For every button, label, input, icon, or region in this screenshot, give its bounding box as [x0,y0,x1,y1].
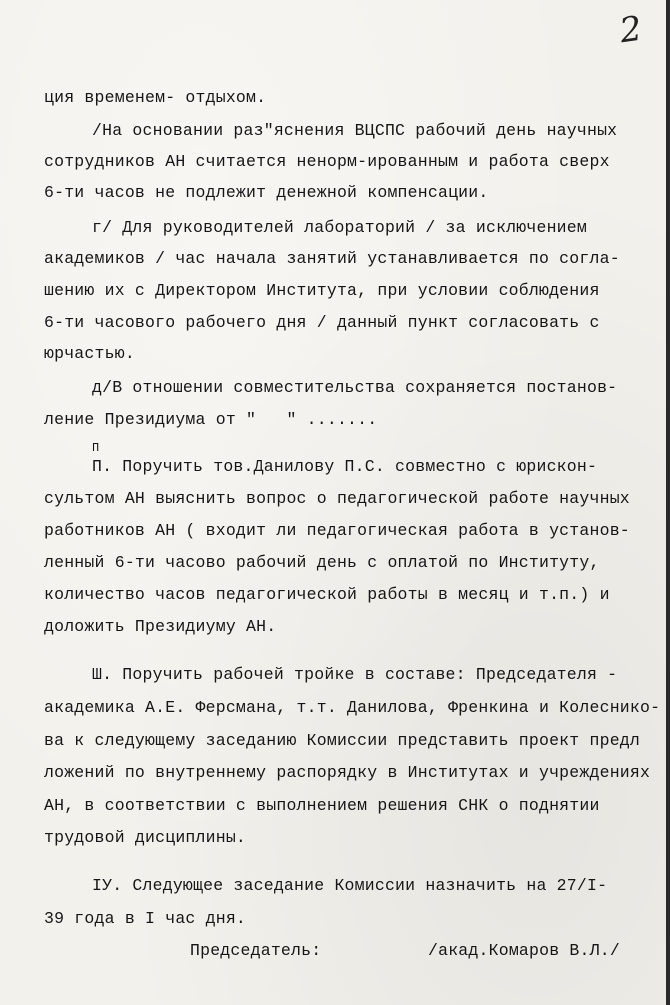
text-line: ление Президиума от " " ....... [44,410,378,429]
text-line: 39 года в I час дня. [44,909,247,928]
text-line: доложить Президиуму АН. [44,617,277,636]
text-line: работников АН ( входит ли педагогическая работа в установ- [44,521,630,540]
text-line: /На основании раз"яснения ВЦСПС рабочий день научных [92,121,618,140]
text-line: шению их с Директором Института, при условии соблюдения [44,281,600,300]
text-line: трудовой дисциплины. [44,828,247,847]
text-line: 6-ти часов не подлежит денежной компенсации. [44,183,489,202]
text-line: П. Поручить тов.Данилову П.С. совместно с юрискон- [92,457,598,476]
text-line: 6-ти часового рабочего дня / данный пункт согласовать с [44,313,600,332]
text-line: г/ Для руководителей лабораторий / за исключением [92,218,587,237]
text-line: юрчастью. [44,344,135,363]
text-line: сультом АН выяснить вопрос о педагогической работе научных [44,489,630,508]
text-line: АН, в соответствии с выполнением решения СНК о поднятии [44,796,600,815]
scan-edge [666,0,670,1005]
text-line: академиков / час начала занятий устанавливается по согла- [44,249,620,268]
text-line: ленный 6-ти часово рабочий день с оплатой по Институту, [44,553,600,572]
text-line: сотрудников АН считается ненорм-ированным и работа сверх [44,152,610,171]
text-line: ция временем- отдыхом. [44,88,267,107]
text-line: ва к следующему заседанию Комиссии представить проект предл [44,731,640,750]
text-line: Ш. Поручить рабочей тройке в составе: Председателя - [92,665,618,684]
text-line: IУ. Следующее заседание Комиссии назначить на 27/I- [92,876,608,895]
text-line: академика А.Е. Ферсмана, т.т. Данилова, Френкина и Колеснико- [44,698,661,717]
signature-name: /акад.Комаров В.Л./ [428,941,620,960]
text-line: количество часов педагогической работы в месяц и т.п.) и [44,585,610,604]
text-line: д/В отношении совместительства сохраняется постанов- [92,378,618,397]
text-line: П [92,441,100,455]
text-line: ложений по внутреннему распорядку в Институтах и учреждениях [44,763,651,782]
page-number: 2 [617,8,645,52]
signature-label: Председатель: [190,941,322,960]
